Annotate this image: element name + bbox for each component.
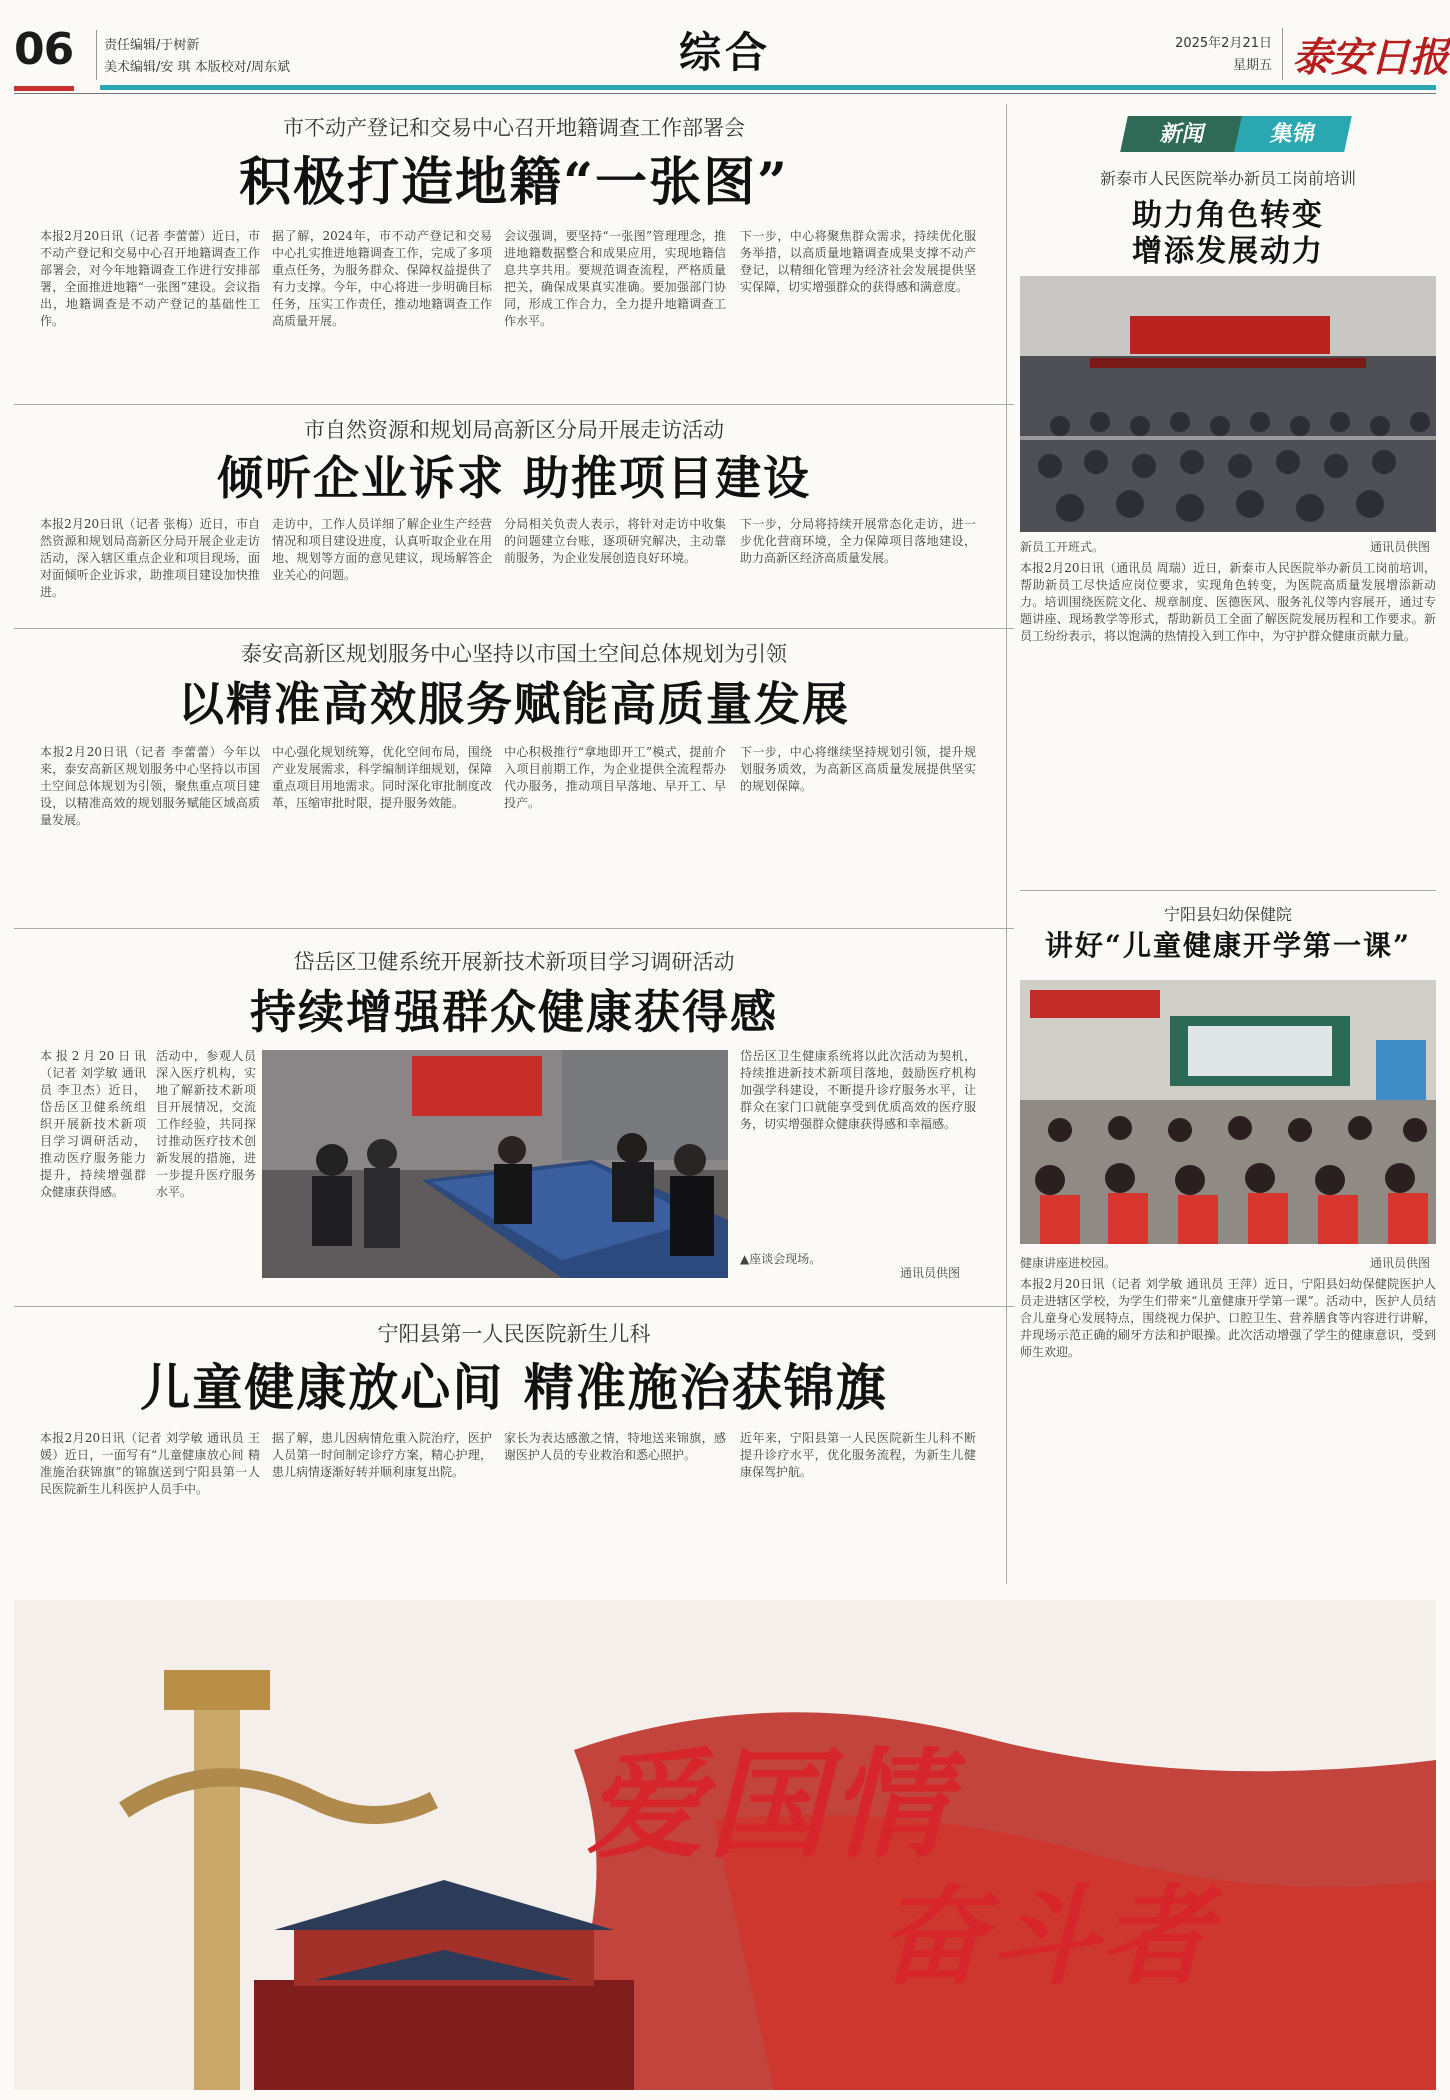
newspaper-logo: 泰安日报 bbox=[1292, 34, 1448, 81]
page-number-underline bbox=[14, 86, 74, 91]
sidebar-story-2-photo bbox=[1020, 980, 1436, 1244]
banner-title-line-1: 爱国情 bbox=[586, 1735, 953, 1874]
article-3-column-1: 本报2月20日讯（记者 李蕾蕾）今年以来，泰安高新区规划服务中心坚持以市国土空间总体规划为引领，聚焦重点项目建设，以精准高效的规划服务赋能区域高质量发展。 bbox=[40, 745, 260, 827]
news-tag-right: 集锦 bbox=[1234, 116, 1352, 152]
editor-line-2: 美术编辑/安 琪 本版校对/周东斌 bbox=[104, 60, 291, 75]
article-5-column-1: 本报2月20日讯（记者 刘学敏 通讯员 王媛）近日，一面写有“儿童健康放心间 精准施治获锦旗”的锦旗送到宁阳县第一人民医院新生儿科医护人员手中。 bbox=[40, 1431, 260, 1496]
article-2-column-4: 下一步，分局将持续开展常态化走访，进一步优化营商环境，全力保障项目落地建设，助力高新区经济高质量发展。 bbox=[740, 517, 976, 565]
article-1-kicker: 市不动产登记和交易中心召开地籍调查工作部署会 bbox=[283, 116, 745, 140]
article-divider bbox=[14, 928, 1014, 929]
article-1-column-1: 本报2月20日讯（记者 李蕾蕾）近日，市不动产登记和交易中心召开地籍调查工作部署会，对今年地籍调查工作进行安排部署，全面推进地籍“一张图”建设。会议指出，地籍调查是不动产登记的基础性工作。 bbox=[40, 229, 260, 328]
article-4-photo-caption: ▲座谈会现场。 bbox=[740, 1252, 822, 1266]
meeting-photo bbox=[262, 1050, 728, 1278]
article-3-column-3: 中心积极推行“拿地即开工”模式，提前介入项目前期工作，为企业提供全流程帮办代办服务，推动项目早落地、早开工、早投产。 bbox=[504, 745, 726, 810]
sidebar-story-1-caption: 新员工开班式。 bbox=[1020, 540, 1105, 554]
article-2-column-3: 分局相关负责人表示，将针对走访中收集的问题建立台账，逐项研究解决，主动靠前服务，为企业发展创造良好环境。 bbox=[504, 517, 726, 565]
page-number: 06 bbox=[14, 24, 74, 75]
article-1-headline: 积极打造地籍“一张图” bbox=[239, 152, 789, 213]
classroom-photo bbox=[1020, 980, 1436, 1244]
sidebar-story-2-credit: 通讯员供图 bbox=[1370, 1256, 1431, 1270]
sidebar-divider bbox=[1006, 104, 1007, 1584]
masthead-rule bbox=[14, 93, 1436, 94]
article-5-headline: 儿童健康放心间 精准施治获锦旗 bbox=[140, 1358, 888, 1417]
article-1-column-4: 下一步，中心将聚焦群众需求，持续优化服务举措，以高质量地籍调查成果支撑不动产登记，以精细化管理为经济社会发展提供坚实保障，切实增强群众的获得感和满意度。 bbox=[740, 229, 976, 294]
issue-weekday: 星期五 bbox=[1232, 58, 1272, 73]
article-2-headline: 倾听企业诉求 助推项目建设 bbox=[216, 451, 811, 505]
sidebar-story-1-photo bbox=[1020, 276, 1436, 532]
sidebar-story-1-text: 本报2月20日讯（通讯员 周瑞）近日，新泰市人民医院举办新员工岗前培训，帮助新员工尽快适应岗位要求，实现角色转变，为医院高质量发展增添新动力。培训围绕医院文化、规章制度、医德医风、服务礼仪等内容展开，通过专题讲座、现场教学等形式，帮助新员工全面了解医院发展历程和工作要求。新员工纷纷表示，将以饱满的热情投入到工作中，为守护群众健康贡献力量。 bbox=[1020, 561, 1436, 643]
article-3-kicker: 泰安高新区规划服务中心坚持以市国土空间总体规划为引领 bbox=[241, 642, 787, 666]
article-4-column-1: 本报2月20日讯（记者 刘学敏 通讯员 李卫杰）近日，岱岳区卫健系统组织开展新技术新项目学习调研活动，推动医疗服务能力提升，持续增强群众健康获得感。 bbox=[40, 1049, 146, 1199]
article-4-headline: 持续增强群众健康获得感 bbox=[250, 985, 778, 1039]
sidebar-story-2-headline: 讲好“儿童健康开学第一课” bbox=[1044, 929, 1412, 962]
sidebar-story-2-text: 本报2月20日讯（记者 刘学敏 通讯员 王萍）近日，宁阳县妇幼保健院医护人员走进辖区学校，为学生们带来“儿童健康开学第一课”。活动中，医护人员结合儿童身心发展特点，围绕视力保护、口腔卫生、营养膳食等内容进行讲解，并现场示范正确的刷牙方法和护眼操。此次活动增强了学生的健康意识，受到师生欢迎。 bbox=[1020, 1277, 1436, 1359]
article-2-column-2: 走访中，工作人员详细了解企业生产经营情况和项目建设进度，认真听取企业在用地、规划等方面的意见建议，现场解答企业关心的问题。 bbox=[272, 517, 492, 582]
article-3-column-4: 下一步，中心将继续坚持规划引领，提升规划服务质效，为高新区高质量发展提供坚实的规划保障。 bbox=[740, 745, 976, 793]
banner-title-line-2: 奋斗者 bbox=[878, 1874, 1215, 2000]
section-title: 综合 bbox=[678, 28, 771, 77]
article-4-column-2: 活动中，参观人员深入医疗机构，实地了解新技术新项目开展情况，交流工作经验，共同探讨推动医疗技术创新发展的措施，进一步提升医疗服务水平。 bbox=[156, 1049, 256, 1199]
article-3-headline: 以精准高效服务赋能高质量发展 bbox=[178, 677, 850, 731]
news-tag-left: 新闻 bbox=[1120, 116, 1246, 152]
article-4-photo-credit: 通讯员供图 bbox=[900, 1266, 961, 1280]
article-2-column-1: 本报2月20日讯（记者 张梅）近日，市自然资源和规划局高新区分局开展企业走访活动，深入辖区重点企业和项目现场，面对面倾听企业诉求，助推项目建设加快推进。 bbox=[40, 517, 260, 599]
article-3-column-2: 中心强化规划统筹，优化空间布局，围绕产业发展需求，科学编制详细规划，保障重点项目用地需求。同时深化审批制度改革，压缩审批时限，提升服务效能。 bbox=[272, 745, 492, 810]
sidebar-story-2-kicker: 宁阳县妇幼保健院 bbox=[1163, 905, 1292, 924]
article-1-column-2: 据了解，2024年，市不动产登记和交易中心扎实推进地籍调查工作，完成了多项重点任务，为服务群众、保障权益提供了有力支撑。今年，中心将进一步明确目标任务，压实工作责任，推动地籍调查工作高质量开展。 bbox=[272, 229, 492, 328]
article-4-kicker: 岱岳区卫健系统开展新技术新项目学习调研活动 bbox=[293, 950, 735, 974]
article-4-photo bbox=[262, 1050, 728, 1278]
sidebar-story-1-credit: 通讯员供图 bbox=[1370, 540, 1431, 554]
sidebar-story-1-headline-1: 助力角色转变 bbox=[1132, 198, 1324, 233]
article-5-column-2: 据了解，患儿因病情危重入院治疗，医护人员第一时间制定诊疗方案，精心护理，患儿病情逐渐好转并顺利康复出院。 bbox=[272, 1431, 492, 1479]
sidebar-story-1-kicker: 新泰市人民医院举办新员工岗前培训 bbox=[1099, 169, 1356, 188]
article-divider bbox=[14, 1306, 1014, 1307]
masthead-divider bbox=[96, 30, 97, 80]
masthead-divider-right bbox=[1282, 28, 1283, 80]
article-4-right-column: 岱岳区卫生健康系统将以此次活动为契机，持续推进新技术新项目落地，鼓励医疗机构加强学科建设，不断提升诊疗服务水平，让群众在家门口就能享受到优质高效的医疗服务，切实增强群众健康获得感和幸福感。 bbox=[740, 1049, 976, 1131]
sidebar-story-1-headline-2: 增添发展动力 bbox=[1132, 234, 1324, 269]
article-divider bbox=[14, 628, 1014, 629]
training-photo bbox=[1020, 276, 1436, 532]
article-2-kicker: 市自然资源和规划局高新区分局开展走访活动 bbox=[304, 418, 724, 442]
masthead-teal-band bbox=[100, 85, 1436, 90]
issue-date: 2025年2月21日 bbox=[1175, 36, 1272, 51]
article-5-kicker: 宁阳县第一人民医院新生儿科 bbox=[377, 1322, 651, 1346]
sidebar-story-2-caption: 健康讲座进校园。 bbox=[1020, 1256, 1117, 1270]
article-divider bbox=[14, 404, 1014, 405]
sidebar-divider-h bbox=[1020, 890, 1436, 891]
editor-line-1: 责任编辑/于树新 bbox=[104, 38, 200, 53]
article-5-column-4: 近年来，宁阳县第一人民医院新生儿科不断提升诊疗水平，优化服务流程，为新生儿健康保驾护航。 bbox=[740, 1431, 976, 1479]
article-5-column-3: 家长为表达感激之情，特地送来锦旗，感谢医护人员的专业救治和悉心照护。 bbox=[504, 1431, 726, 1462]
article-1-column-3: 会议强调，要坚持“一张图”管理理念，推进地籍数据整合和成果应用，实现地籍信息共享共用。要规范调查流程，严格质量把关，确保成果真实准确。要加强部门协同，形成工作合力，全力提升地籍调查工作水平。 bbox=[504, 229, 726, 328]
